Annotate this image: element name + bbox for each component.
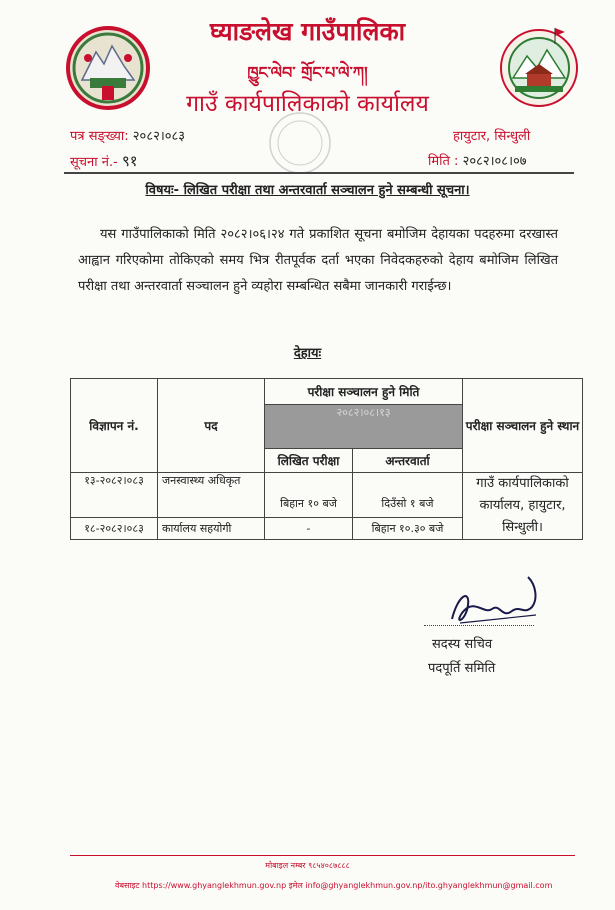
notice-date	[428, 151, 527, 169]
row-post: कार्यालय सहयोगी	[158, 517, 265, 539]
email-link[interactable]: info@ghyanglekhmun.gov.np/ito.ghyanglekhmun@gmail.com	[305, 881, 553, 890]
header-interview: अन्तरवार्ता	[353, 449, 463, 473]
row-written: बिहान १० बजे	[265, 473, 353, 518]
date-value: २०८२।०८।०७	[462, 154, 527, 169]
dehaya-heading: देहायः	[293, 346, 322, 361]
signature-dotted-line	[424, 625, 534, 626]
header-post: पद	[158, 379, 265, 473]
footer-phone	[0, 860, 615, 871]
office-stamp-icon	[262, 108, 338, 178]
notice-label: सूचना नं.-	[70, 155, 118, 170]
date-label: मिति :	[428, 154, 459, 169]
municipality-title: घ्याङलेख गाउँपालिका	[209, 17, 406, 46]
exam-date-value: २०८२।०८।१३	[265, 405, 463, 449]
table-row	[71, 473, 583, 518]
website-link[interactable]: https://www.ghyanglekhmun.gov.np	[142, 881, 287, 890]
reference-number	[70, 126, 185, 144]
row-interview: दिउँसो १ बजे	[353, 473, 463, 518]
reference-label: पत्र सङ्ख्या:	[70, 129, 129, 144]
notice-number	[70, 151, 138, 171]
notice-value: ९१	[121, 152, 138, 170]
notice-body: यस गाउँपालिकाको मिति २०८२।०६।२४ गते प्रकाशित सूचना बमोजिम देहायका पदहरुमा दरखास्त आह्वान गरिएकोमा तोकिएको समय भित्र रीतपूर्वक दर्ता भएका निवेदकहरुको देहाय बमोजिम लिखित परीक्षा तथा अन्तरवार्ता सञ्चालन हुने व्यहोरा सम्बन्धित सबैमा जानकारी गराईन्छ।	[78, 227, 558, 294]
header-written: लिखित परीक्षा	[265, 449, 353, 473]
phone-value: ९८५४०८७८८८	[308, 861, 350, 870]
exam-schedule-table-wrap	[70, 378, 583, 540]
signature-icon	[440, 575, 550, 635]
website-label: वेबसाइट	[115, 881, 140, 890]
row-ad-number: १३-२०८२।०८३	[71, 473, 158, 518]
row-ad-number: १८-२०८२।०८३	[71, 517, 158, 539]
row-venue: गाउँ कार्यपालिकाको कार्यालय, हायुटार, सिन्धुली।	[463, 473, 583, 540]
header-venue: परीक्षा सञ्चालन हुने स्थान	[463, 379, 583, 473]
header-exam-date: परीक्षा सञ्चालन हुने मिति	[265, 379, 463, 405]
signatory-title: सदस्य सचिव	[432, 637, 493, 652]
municipality-title-tibetan: ཁྱུང་ལེབ་ གྲོང་པ་ལེ་ཀ།	[247, 63, 368, 82]
reference-value: २०८२।०८३	[132, 129, 186, 144]
footer-contact	[115, 880, 552, 891]
row-interview: बिहान १०.३० बजे	[353, 517, 463, 539]
exam-schedule-table	[70, 378, 583, 540]
office-place: हायुटार, सिन्धुली	[453, 129, 531, 144]
header-ad-number: विज्ञापन नं.	[71, 379, 158, 473]
row-post: जनस्वास्थ्य अधिकृत	[158, 473, 265, 518]
header-divider	[64, 172, 574, 174]
email-label: इमेल	[288, 881, 303, 890]
row-written: -	[265, 517, 353, 539]
notice-subject: विषयः- लिखित परीक्षा तथा अन्तरवार्ता सञ्चालन हुने सम्बन्धी सूचना।	[145, 183, 470, 198]
footer-divider	[70, 855, 575, 856]
signatory-committee: पदपूर्ति समिति	[428, 661, 496, 676]
office-title: गाउँ कार्यपालिकाको कार्यालय	[186, 91, 429, 117]
phone-label: मोबाइल नम्बर	[265, 861, 306, 870]
